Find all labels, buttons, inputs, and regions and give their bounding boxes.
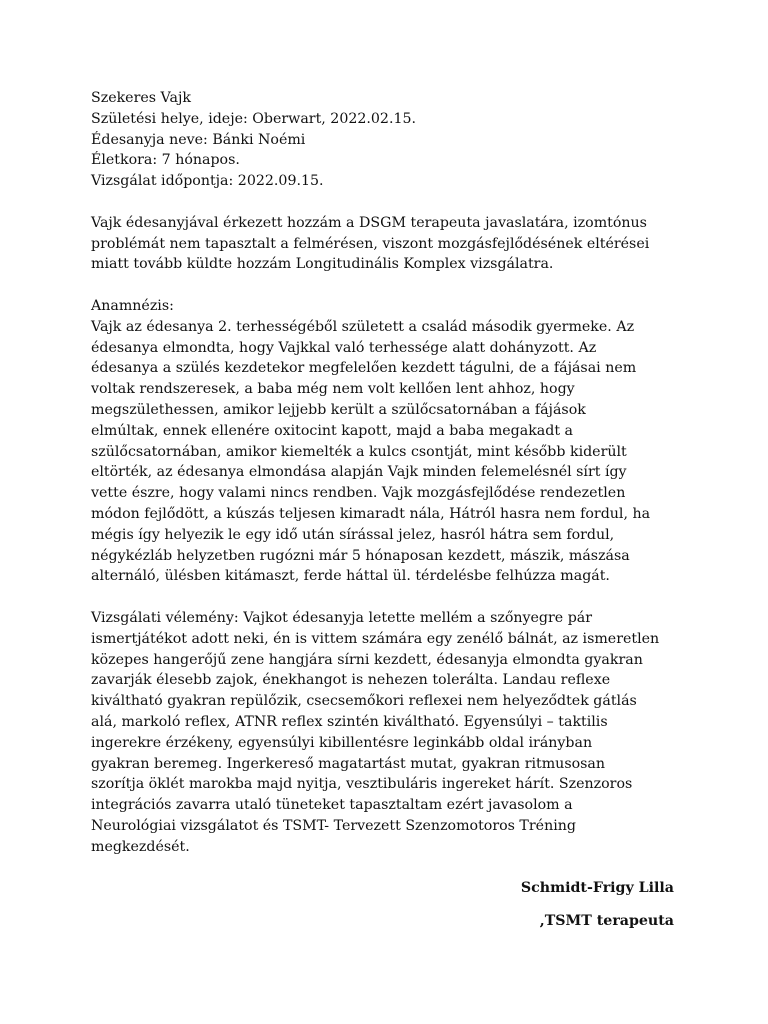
paragraph-line: eltörték, az édesanya elmondása alapján Vajk minden felemelésnél sírt így bbox=[91, 464, 627, 481]
exam-date: Vizsgálat időpontja: 2022.09.15. bbox=[91, 173, 324, 190]
paragraph-line: Vizsgálati vélemény: Vajkot édesanyja letette mellém a szőnyegre pár bbox=[91, 609, 593, 626]
paragraph-line: megszülethessen, amikor lejjebb került a szülőcsatornában a fájások bbox=[91, 401, 586, 418]
intro-paragraph bbox=[91, 213, 681, 275]
spacer bbox=[91, 899, 681, 911]
paragraph-line: problémát nem tapasztalt a felmérésen, viszont mozgásfejlődésének eltérései bbox=[91, 235, 650, 252]
paragraph-line: miatt tovább küldte hozzám Longitudinális Komplex vizsgálatra. bbox=[91, 256, 554, 273]
paragraph-line: kiváltható gyakran repülőzik, csecsemőkori reflexei nem helyeződtek gátlás bbox=[91, 693, 637, 710]
paragraph-line: alternáló, ülésben kitámaszt, ferde háttal ül. térdelésbe felhúzza magát. bbox=[91, 568, 610, 585]
paragraph-line: Vajk az édesanya 2. terhességéből született a család második gyermeke. Az bbox=[91, 318, 635, 335]
paragraph-line: szülőcsatornában, amikor kiemelték a kulcs csontját, mint később kiderült bbox=[91, 443, 627, 460]
paragraph-line: szorítja öklét marokba majd nyitja, vesztibuláris ingereket hárít. Szenzoros bbox=[91, 776, 633, 793]
paragraph-line: édesanya elmondta, hogy Vajkkal való terhessége alatt dohányzott. Az bbox=[91, 339, 597, 356]
paragraph-line: édesanya a szülés kezdetekor megfelelően kezdett tágulni, de a fájásai nem bbox=[91, 360, 637, 377]
patient-age: Életkora: 7 hónapos. bbox=[91, 152, 240, 169]
paragraph-line: ingerekre érzékeny, egyensúlyi kibillentésre leginkább oldal irányban bbox=[91, 734, 593, 751]
anamnesis-section bbox=[91, 296, 681, 587]
paragraph-line: mégis így helyezik le egy idő után sírással jelez, hasról hátra sem fordul, bbox=[91, 526, 615, 543]
paragraph-line: Neurológiai vizsgálatot és TSMT- Tervezett Szenzomotoros Tréning bbox=[91, 817, 576, 834]
paragraph-line: vette észre, hogy valami nincs rendben. Vajk mozgásfejlődése rendezetlen bbox=[91, 485, 626, 502]
signature-title: ,TSMT terapeuta bbox=[539, 913, 674, 930]
paragraph-line: közepes hangerőjű zene hangjára sírni kezdett, édesanyja elmondta gyakran bbox=[91, 651, 643, 668]
paragraph-line: megkezdését. bbox=[91, 838, 190, 855]
spacer bbox=[91, 275, 681, 296]
spacer bbox=[91, 857, 681, 878]
paragraph-line: elmúltak, ennek ellenére oxitocint kapott, majd a baba megakadt a bbox=[91, 422, 574, 439]
paragraph-line: integrációs zavarra utaló tüneteket tapasztaltam ezért javasolom a bbox=[91, 797, 573, 814]
birth-info: Születési helye, ideje: Oberwart, 2022.02.15. bbox=[91, 110, 417, 127]
document-body bbox=[91, 88, 681, 932]
paragraph-line: ismertjátékot adott neki, én is vittem számára egy zenélő bálnát, az ismeretlen bbox=[91, 630, 660, 647]
paragraph-line: voltak rendszeresek, a baba még nem volt kellően lent ahhoz, hogy bbox=[91, 381, 575, 398]
paragraph-line: módon fejlődött, a kúszás teljesen kimaradt nála, Hátról hasra nem fordul, ha bbox=[91, 505, 651, 522]
spacer bbox=[91, 587, 681, 608]
anamnesis-heading: Anamnézis: bbox=[91, 297, 174, 314]
patient-header bbox=[91, 88, 681, 192]
spacer bbox=[91, 192, 681, 213]
paragraph-line: négykézláb helyzetben rugózni már 5 hónaposan kezdett, mászik, mászása bbox=[91, 547, 630, 564]
paragraph-line: gyakran beremeg. Ingerkereső magatartást mutat, gyakran ritmusosan bbox=[91, 755, 606, 772]
signature-block bbox=[91, 878, 681, 932]
paragraph-line: alá, markoló reflex, ATNR reflex szintén kiváltható. Egyensúlyi – taktilis bbox=[91, 713, 608, 730]
paragraph-line: zavarják élesebb zajok, énekhangot is nehezen tolerálta. Landau reflexe bbox=[91, 672, 611, 689]
mother-name: Édesanyja neve: Bánki Noémi bbox=[91, 131, 306, 148]
opinion-section bbox=[91, 608, 681, 858]
patient-name: Szekeres Vajk bbox=[91, 90, 191, 106]
signature-name: Schmidt-Frigy Lilla bbox=[520, 880, 674, 897]
paragraph-line: Vajk édesanyjával érkezett hozzám a DSGM terapeuta javaslatára, izomtónus bbox=[91, 214, 647, 231]
